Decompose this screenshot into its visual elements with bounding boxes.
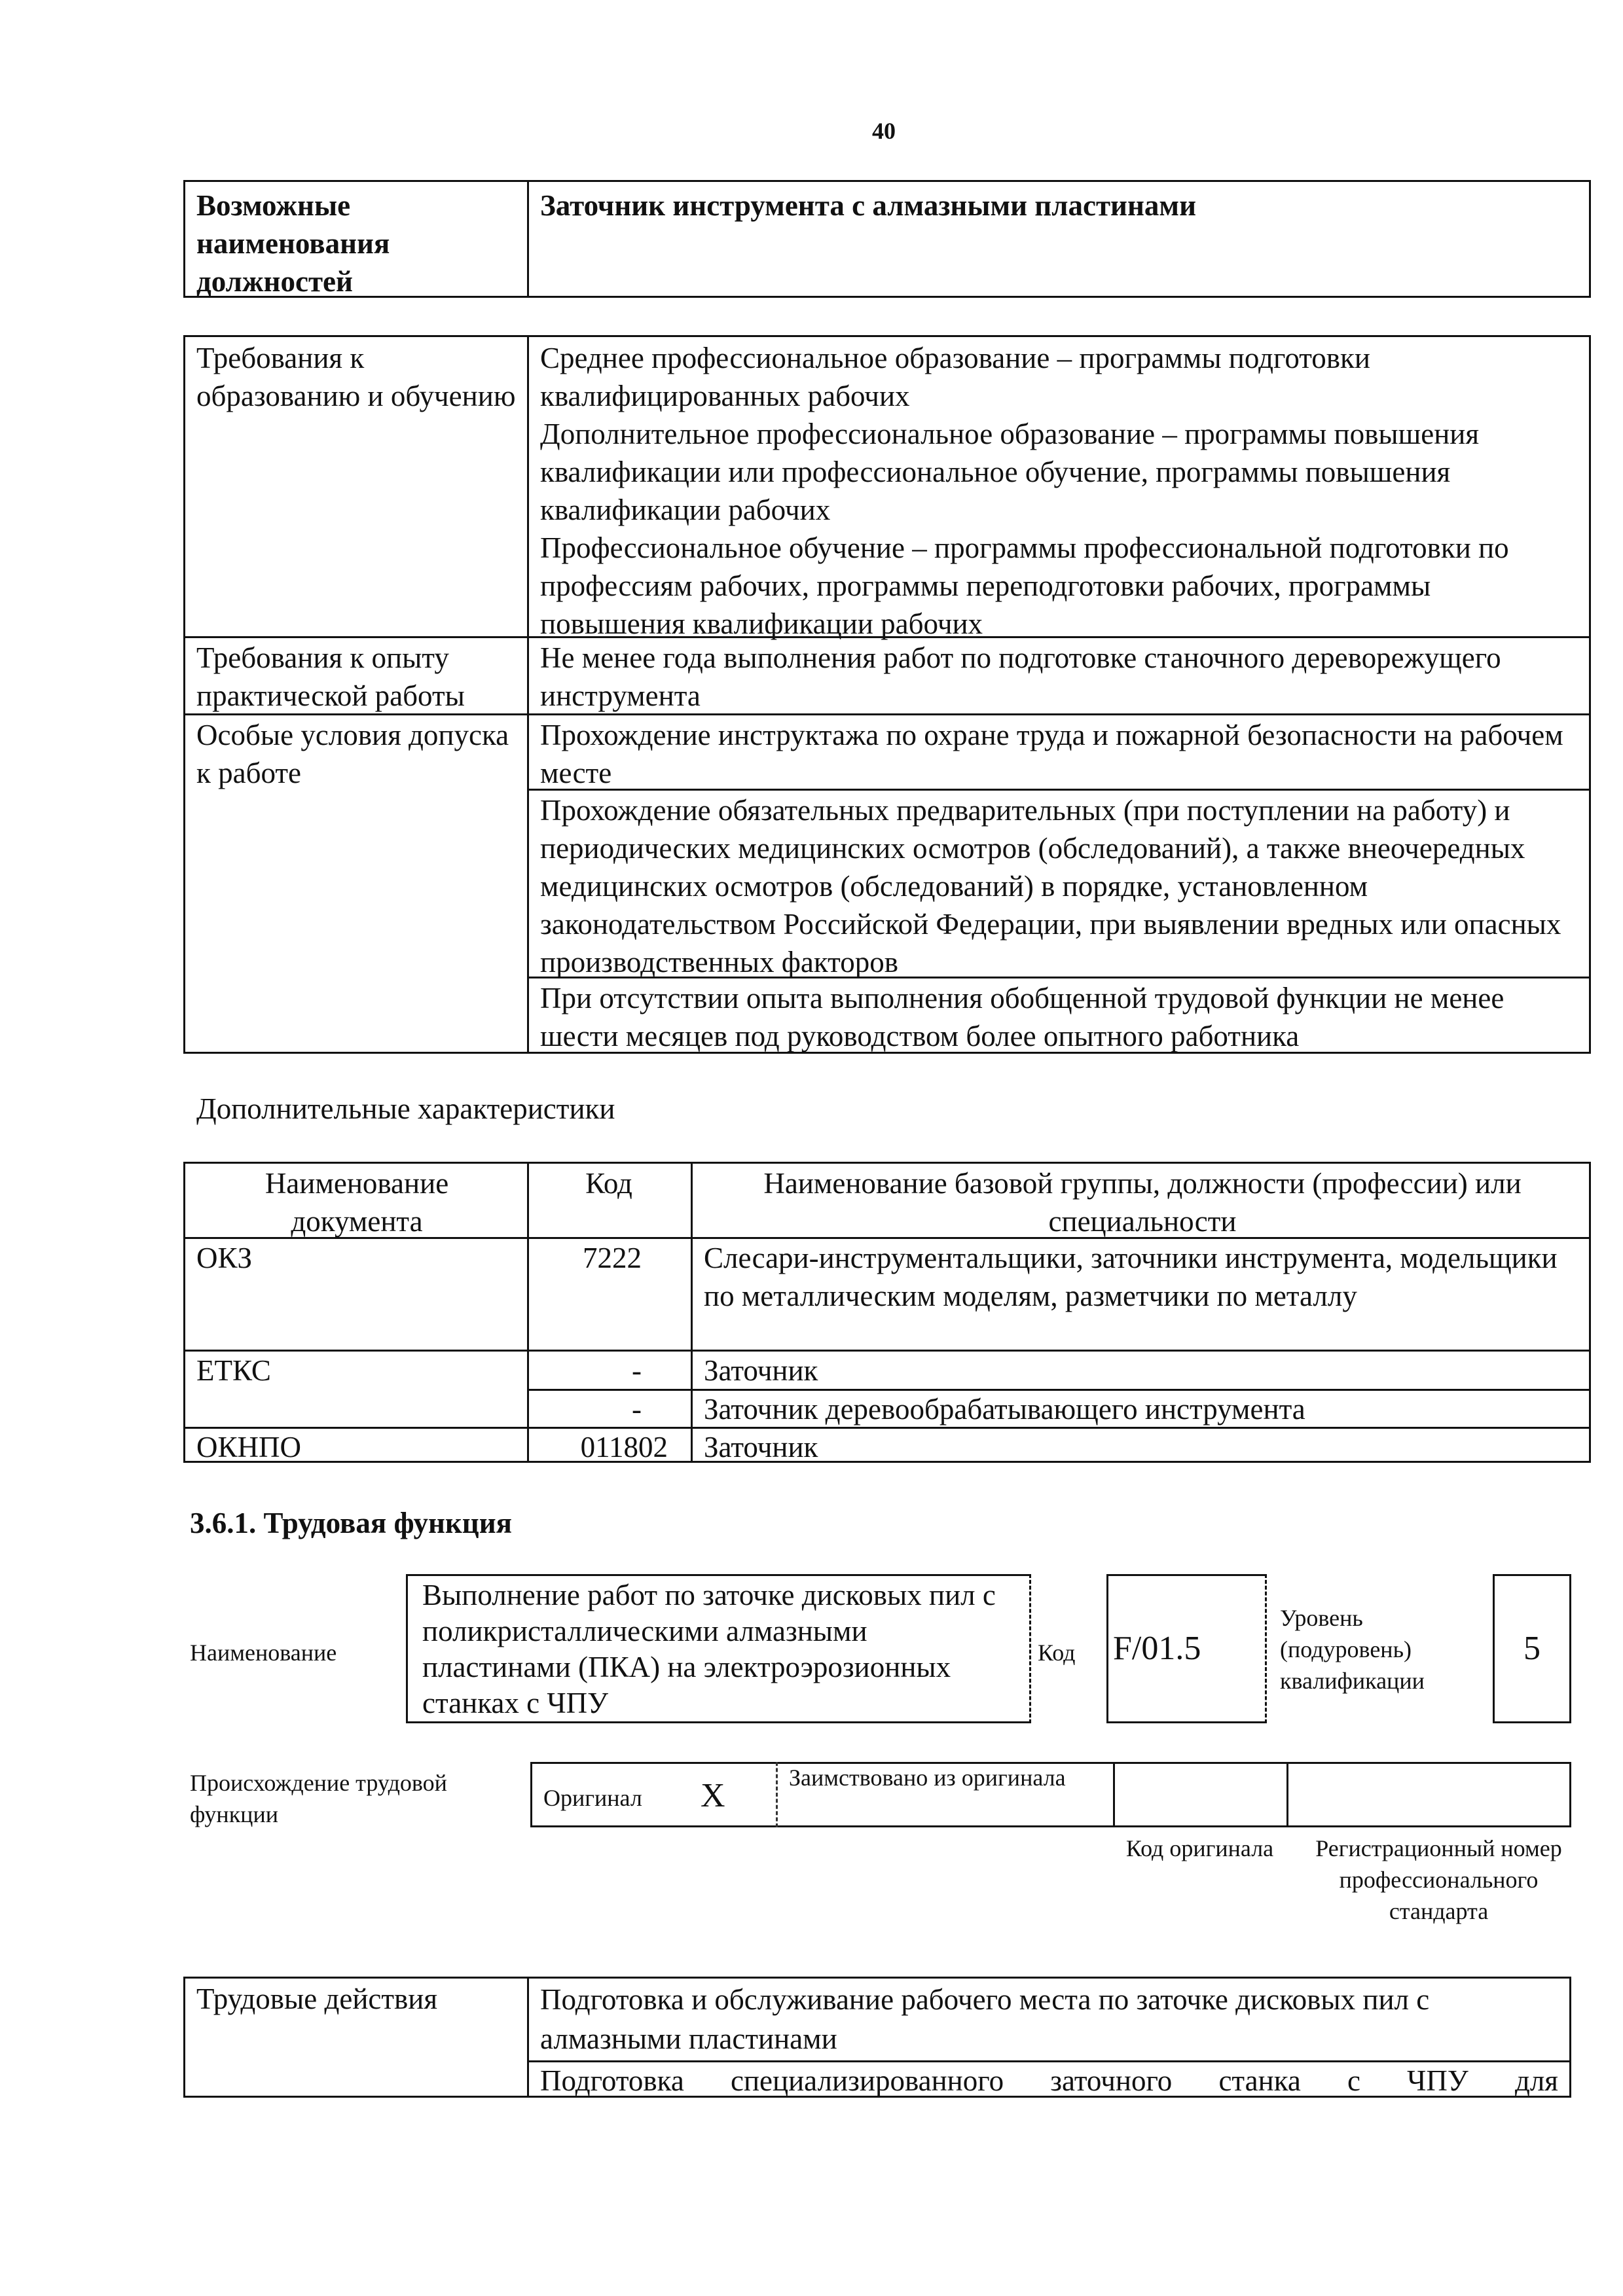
special-item-1: Прохождение инструктажа по охране труда и пожарной безопасности на рабочем месте bbox=[540, 719, 1563, 789]
page-number: 40 bbox=[872, 118, 896, 144]
row-1-code: 7222 bbox=[583, 1242, 642, 1274]
education-line-2: Дополнительное профессиональное образование – программы повышения квалификации или профессиональное обучение, программы повышения квалификации рабочих bbox=[540, 418, 1480, 526]
education-label: Требования к образованию и обучению bbox=[196, 342, 516, 412]
origin-original-label: Оригинал bbox=[543, 1785, 642, 1811]
origin-borrowed-label: Заимствовано из оригинала bbox=[789, 1765, 1066, 1791]
header-code: Код bbox=[585, 1167, 632, 1200]
row-3-name: Заточник деревообрабатывающего инструмента bbox=[704, 1393, 1305, 1426]
positions-value: Заточник инструмента с алмазными пластинами bbox=[540, 189, 1196, 222]
row-2-code: - bbox=[632, 1354, 642, 1387]
function-level-value: 5 bbox=[1523, 1630, 1541, 1667]
row-2-doc: ЕТКС bbox=[196, 1354, 271, 1387]
row-4-code: 011802 bbox=[580, 1431, 668, 1463]
function-code-value: F/01.5 bbox=[1113, 1630, 1201, 1667]
row-2-name: Заточник bbox=[704, 1354, 818, 1387]
row-1-name: Слесари-инструментальщики, заточники инструмента, модельщики по металлическим моделям, разметчики по металлу bbox=[704, 1242, 1558, 1312]
function-name-label: Наименование bbox=[190, 1640, 337, 1666]
origin-label: Происхождение трудовой функции bbox=[190, 1770, 447, 1827]
education-line-3: Профессиональное обучение – программы профессиональной подготовки по профессиям рабочих, программы переподготовки рабочих, программы повышения квалификации рабочих bbox=[540, 531, 1509, 640]
function-code-label: Код bbox=[1038, 1640, 1076, 1666]
section-heading: 3.6.1. Трудовая функция bbox=[190, 1507, 513, 1539]
special-item-2: Прохождение обязательных предварительных (при поступлении на работу) и периодических медицинских осмотров (обследований), а также внеочередных медицинских осмотров (обследований) в порядке, установленном законодательством Российской Федерации, при выявлении вредных или опасных производственных факторов bbox=[540, 794, 1561, 978]
actions-label: Трудовые действия bbox=[196, 1982, 438, 2015]
origin-code-caption: Код оригинала bbox=[1125, 1835, 1274, 1861]
special-item-3: При отсутствии опыта выполнения обобщенной трудовой функции не менее шести месяцев под руководством более опытного работника bbox=[540, 982, 1504, 1052]
origin-reg-caption: Регистрационный номер профессионального стандарта bbox=[1315, 1835, 1562, 1924]
row-1-doc: ОКЗ bbox=[196, 1242, 253, 1274]
additional-heading: Дополнительные характеристики bbox=[196, 1092, 615, 1125]
function-level-label: Уровень (подуровень) квалификации bbox=[1280, 1605, 1425, 1694]
origin-original-mark: X bbox=[701, 1777, 725, 1814]
special-label: Особые условия допуска к работе bbox=[196, 719, 509, 789]
function-name-value: Выполнение работ по заточке дисковых пил с поликристаллическими алмазными пластинами (ПКА) на электроэрозионных станках с ЧПУ bbox=[422, 1579, 996, 1719]
row-3-code: - bbox=[632, 1393, 642, 1426]
header-doc: Наименование документа bbox=[264, 1167, 449, 1238]
row-4-name: Заточник bbox=[704, 1431, 818, 1463]
actions-item-2: Подготовка специализированного заточного станка с ЧПУ для bbox=[540, 2064, 1558, 2097]
actions-item-1: Подготовка и обслуживание рабочего места по заточке дисковых пил с алмазными пластинами bbox=[540, 1983, 1430, 2055]
row-4-doc: ОКНПО bbox=[196, 1431, 302, 1463]
header-name: Наименование базовой группы, должности (профессии) или специальности bbox=[763, 1167, 1522, 1238]
positions-label: Возможные наименования должностей bbox=[196, 189, 390, 298]
experience-value: Не менее года выполнения работ по подготовке станочного дереворежущего инструмента bbox=[540, 641, 1501, 712]
education-line-1: Среднее профессиональное образование – программы подготовки квалифицированных рабочих bbox=[540, 342, 1370, 412]
education-value bbox=[540, 339, 1581, 643]
experience-label: Требования к опыту практической работы bbox=[196, 641, 465, 712]
